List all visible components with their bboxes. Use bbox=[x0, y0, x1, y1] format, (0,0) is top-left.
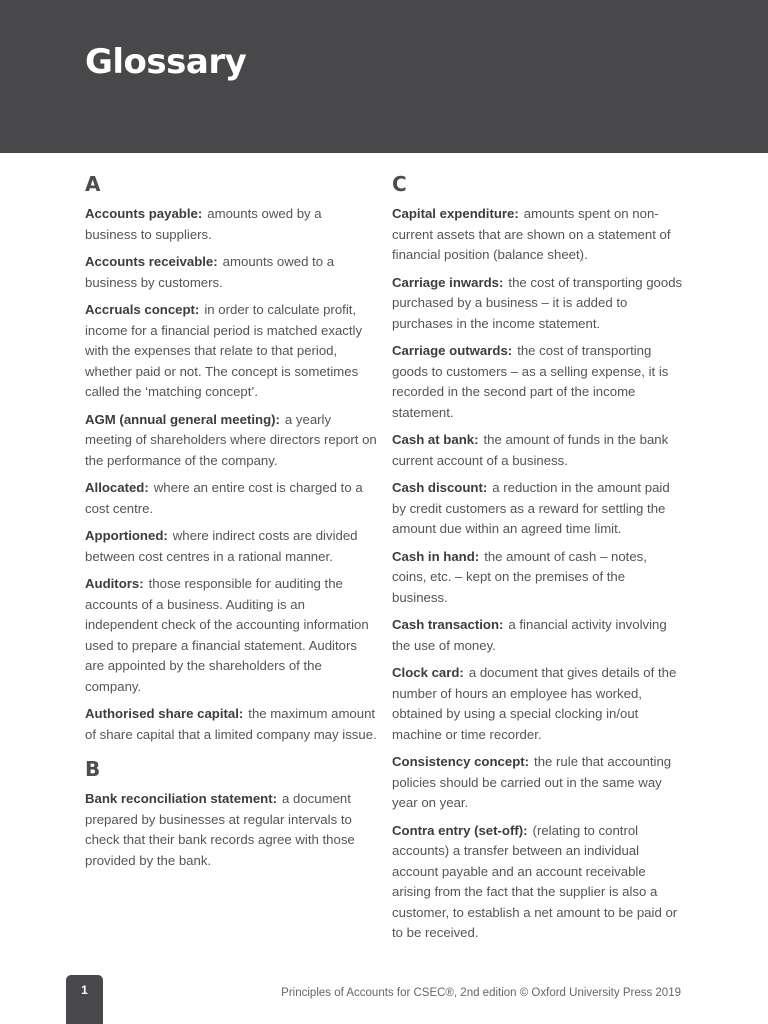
glossary-term: Consistency concept: bbox=[392, 754, 530, 769]
glossary-entry bbox=[392, 615, 684, 656]
glossary-definition: a document that gives details of the number of hours an employee has worked, obtained by using a special clocking in/out machine or time recorder. bbox=[392, 665, 677, 742]
glossary-term: Cash discount: bbox=[392, 480, 488, 495]
glossary-definition: the cost of transporting goods to customers – as a selling expense, it is recorded in the second part of the income statement. bbox=[392, 343, 669, 420]
glossary-entry bbox=[85, 252, 377, 293]
glossary-definition: where an entire cost is charged to a cost centre. bbox=[85, 480, 363, 516]
glossary-definition: in order to calculate profit, income for a financial period is matched exactly with the expenses that relate to that period, whether paid or not. The concept is sometimes called the ‘matching concept’. bbox=[85, 302, 363, 399]
glossary-definition: a yearly meeting of shareholders where directors report on the performance of the company. bbox=[85, 411, 377, 468]
glossary-definition: where indirect costs are divided between cost centres in a rational manner. bbox=[85, 528, 358, 564]
glossary-left-column bbox=[85, 170, 377, 878]
glossary-definition: a document prepared by businesses at regular intervals to check that their bank records agree with those provided by the bank. bbox=[85, 791, 355, 868]
glossary-definition: amounts owed by a business to suppliers. bbox=[85, 206, 322, 242]
glossary-term: Accounts payable: bbox=[85, 206, 203, 221]
glossary-entry bbox=[392, 204, 684, 266]
glossary-entry bbox=[85, 300, 377, 403]
glossary-definition: a financial activity involving the use of money. bbox=[392, 617, 667, 653]
glossary-right-column bbox=[392, 170, 684, 951]
glossary-term: Capital expenditure: bbox=[392, 206, 519, 221]
glossary-definition: (relating to control accounts) a transfer between an individual account payable and an account receivable arising from the fact that the supplier is also a customer, to establish a net amount to be paid or to be received. bbox=[392, 822, 678, 940]
glossary-term: Clock card: bbox=[392, 665, 464, 680]
glossary-definition: the rule that accounting policies should be carried out in the same way year on year. bbox=[392, 754, 672, 810]
section-letter-c: C bbox=[392, 172, 407, 196]
section-letter-a: A bbox=[85, 172, 101, 196]
glossary-entry bbox=[392, 430, 684, 471]
page-header bbox=[0, 0, 768, 153]
glossary-term: Cash in hand: bbox=[392, 548, 480, 564]
glossary-term: Cash at bank: bbox=[392, 432, 479, 447]
glossary-entry bbox=[392, 821, 684, 944]
glossary-definition: the cost of transporting goods purchased by a business – it is added to purchases in the income statement. bbox=[392, 274, 683, 331]
glossary-term: Auditors: bbox=[85, 576, 144, 591]
glossary-entry bbox=[392, 478, 684, 540]
glossary-term: Allocated: bbox=[85, 480, 149, 495]
page-number-tab bbox=[66, 975, 103, 1024]
glossary-entry bbox=[85, 789, 377, 871]
glossary-definition: amounts spent on non-current assets that are shown on a statement of financial position (balance sheet). bbox=[392, 206, 671, 262]
section-letter-b: B bbox=[85, 757, 101, 781]
glossary-term: Carriage inwards: bbox=[392, 274, 504, 290]
glossary-term: Apportioned: bbox=[85, 528, 168, 543]
page-title: Glossary bbox=[85, 42, 247, 82]
glossary-entry bbox=[85, 526, 377, 567]
glossary-term: Cash transaction: bbox=[392, 617, 504, 632]
page-number: 1 bbox=[81, 983, 88, 997]
glossary-term: AGM (annual general meeting): bbox=[85, 411, 280, 427]
glossary-definition: amounts owed to a business by customers. bbox=[85, 254, 335, 290]
glossary-entry bbox=[85, 410, 377, 472]
glossary-entry bbox=[392, 663, 684, 745]
glossary-term: Contra entry (set-off): bbox=[392, 822, 528, 838]
glossary-entry bbox=[85, 204, 377, 245]
glossary-entry bbox=[392, 752, 684, 814]
glossary-term: Bank reconciliation statement: bbox=[85, 791, 277, 806]
glossary-entry bbox=[85, 574, 377, 697]
glossary-definition: those responsible for auditing the accounts of a business. Auditing is an independent check of the accounting information used to prepare a financial statement. Auditors are appointed by the shareholders of the company. bbox=[85, 576, 369, 694]
glossary-term: Accounts receivable: bbox=[85, 254, 218, 269]
glossary-entry bbox=[392, 341, 684, 423]
glossary-definition: the maximum amount of share capital that a limited company may issue. bbox=[85, 706, 377, 742]
glossary-entry bbox=[392, 547, 684, 609]
glossary-definition: the amount of funds in the bank current account of a business. bbox=[392, 432, 669, 468]
glossary-entry bbox=[85, 478, 377, 519]
glossary-definition: the amount of cash – notes, coins, etc. – kept on the premises of the business. bbox=[392, 548, 647, 605]
glossary-term: Accruals concept: bbox=[85, 302, 200, 317]
glossary-definition: a reduction in the amount paid by credit customers as a reward for settling the amount due within an agreed time limit. bbox=[392, 480, 670, 536]
glossary-term: Authorised share capital: bbox=[85, 706, 244, 721]
glossary-entry bbox=[392, 273, 684, 335]
glossary-entry bbox=[85, 704, 377, 745]
glossary-term: Carriage outwards: bbox=[392, 343, 513, 358]
footer-credit: Principles of Accounts for CSEC®, 2nd edition © Oxford University Press 2019 bbox=[281, 987, 681, 999]
